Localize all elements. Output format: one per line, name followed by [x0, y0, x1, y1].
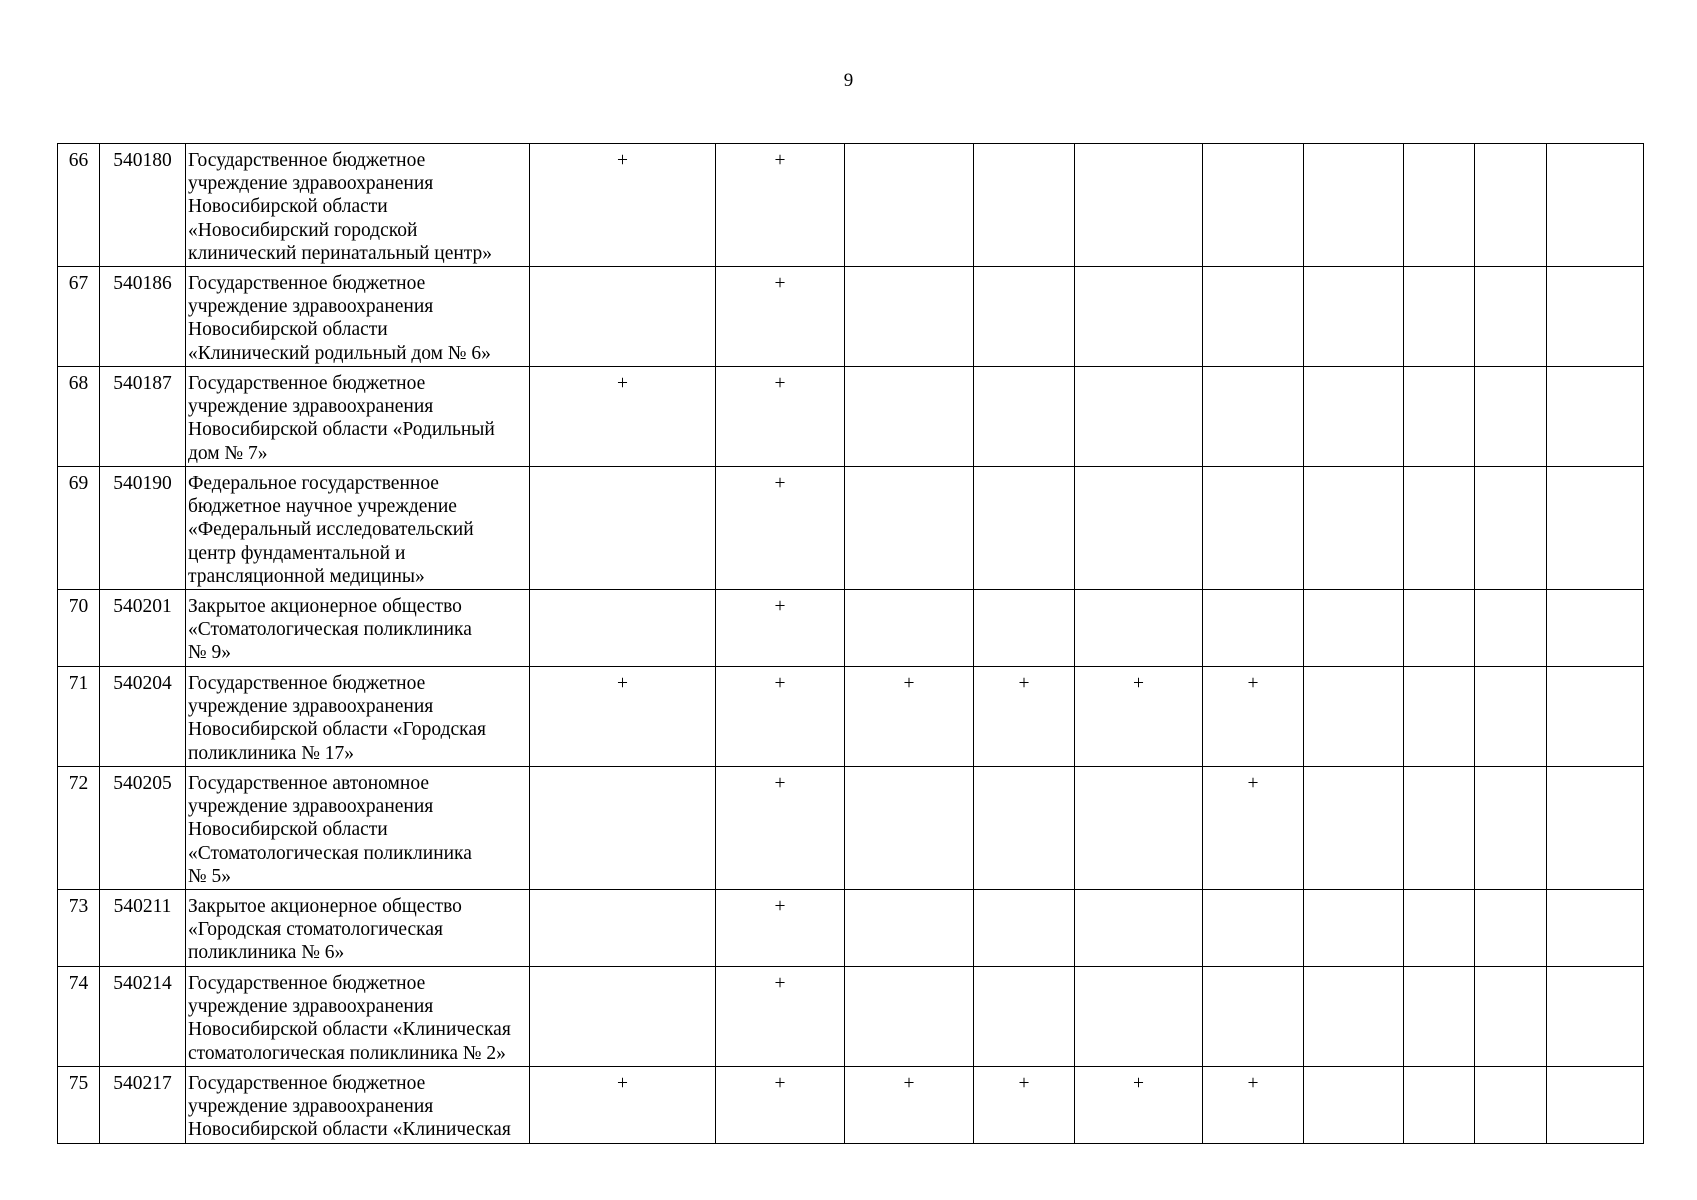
organizations-table [57, 143, 1644, 1144]
mark-cell [1404, 267, 1475, 367]
organization-name-line: «Стоматологическая поликлиника [188, 842, 472, 864]
organization-name-line: Закрытое акционерное общество [188, 596, 462, 617]
registry-code-cell: 540180 [100, 144, 186, 267]
mark-cell [530, 890, 716, 967]
organization-name-line: «Городская стоматологическая [188, 919, 443, 941]
mark-cell [1075, 767, 1203, 890]
mark-cell: + [716, 267, 845, 367]
mark-cell [1475, 467, 1547, 590]
mark-cell: + [716, 967, 845, 1067]
organization-name-line: трансляционной медицины» [188, 565, 425, 587]
mark-cell [1304, 467, 1404, 590]
row-number-cell: 73 [58, 890, 100, 967]
mark-cell [1304, 144, 1404, 267]
table-body [58, 144, 1644, 1144]
mark-cell [1203, 367, 1304, 467]
mark-cell [1075, 967, 1203, 1067]
mark-cell [1475, 667, 1547, 767]
organization-name-cell [186, 1067, 530, 1144]
mark-cell [845, 144, 974, 267]
organization-name-line: Новосибирской области [188, 819, 388, 841]
mark-cell [530, 267, 716, 367]
organization-name-line: учреждение здравоохранения [188, 796, 434, 818]
organization-name-line: учреждение здравоохранения [188, 1096, 434, 1118]
row-number-cell: 74 [58, 967, 100, 1067]
mark-cell [1547, 467, 1644, 590]
mark-cell: + [1203, 1067, 1304, 1144]
mark-cell [530, 767, 716, 890]
mark-cell [1304, 267, 1404, 367]
mark-cell [1075, 367, 1203, 467]
mark-cell [1404, 667, 1475, 767]
mark-cell [845, 267, 974, 367]
mark-cell [1547, 267, 1644, 367]
mark-cell [845, 767, 974, 890]
mark-cell [1547, 967, 1644, 1067]
organization-name-line: учреждение здравоохранения [188, 296, 434, 318]
organization-name-line: Государственное бюджетное [188, 273, 426, 294]
mark-cell: + [530, 367, 716, 467]
mark-cell [1547, 890, 1644, 967]
mark-cell: + [716, 467, 845, 590]
mark-cell [1404, 590, 1475, 667]
mark-cell [1404, 367, 1475, 467]
mark-cell [1404, 1067, 1475, 1144]
mark-cell [1304, 967, 1404, 1067]
mark-cell [1304, 1067, 1404, 1144]
registry-code-cell: 540217 [100, 1067, 186, 1144]
mark-cell [1475, 890, 1547, 967]
row-number-cell: 67 [58, 267, 100, 367]
mark-cell [1547, 590, 1644, 667]
mark-cell [974, 467, 1075, 590]
mark-cell [845, 967, 974, 1067]
mark-cell [1075, 590, 1203, 667]
mark-cell [1547, 144, 1644, 267]
table-row [58, 144, 1644, 267]
organization-name-line: Государственное бюджетное [188, 973, 426, 994]
registry-code-cell: 540187 [100, 367, 186, 467]
mark-cell [845, 590, 974, 667]
row-number-cell: 75 [58, 1067, 100, 1144]
mark-cell [1203, 890, 1304, 967]
mark-cell [1547, 367, 1644, 467]
organization-name-cell [186, 890, 530, 967]
mark-cell [1075, 144, 1203, 267]
mark-cell [1404, 890, 1475, 967]
row-number-cell: 68 [58, 367, 100, 467]
organization-name-line: Новосибирской области «Клиническая [188, 1119, 511, 1141]
mark-cell [845, 467, 974, 590]
mark-cell: + [716, 767, 845, 890]
organization-name-line: Государственное бюджетное [188, 150, 426, 171]
mark-cell [1304, 667, 1404, 767]
mark-cell: + [716, 667, 845, 767]
organization-name-line: учреждение здравоохранения [188, 696, 434, 718]
mark-cell [1203, 467, 1304, 590]
mark-cell [974, 767, 1075, 890]
mark-cell: + [974, 1067, 1075, 1144]
mark-cell [845, 367, 974, 467]
mark-cell [1475, 1067, 1547, 1144]
organization-name-line: Государственное бюджетное [188, 1073, 426, 1094]
mark-cell [974, 967, 1075, 1067]
mark-cell [1404, 467, 1475, 590]
registry-code-cell: 540190 [100, 467, 186, 590]
row-number-cell: 66 [58, 144, 100, 267]
organization-name-line: дом № 7» [188, 442, 268, 464]
mark-cell [530, 467, 716, 590]
mark-cell [1404, 144, 1475, 267]
organization-name-line: Новосибирской области «Клиническая [188, 1019, 511, 1041]
mark-cell: + [716, 367, 845, 467]
table-row [58, 590, 1644, 667]
mark-cell [1404, 967, 1475, 1067]
organization-name-line: Государственное бюджетное [188, 373, 426, 394]
organization-name-cell [186, 267, 530, 367]
table-row [58, 367, 1644, 467]
registry-code-cell: 540211 [100, 890, 186, 967]
mark-cell [1547, 767, 1644, 890]
mark-cell [974, 367, 1075, 467]
registry-code-cell: 540204 [100, 667, 186, 767]
organization-name-line: стоматологическая поликлиника № 2» [188, 1042, 506, 1064]
mark-cell [974, 590, 1075, 667]
mark-cell [1404, 767, 1475, 890]
mark-cell: + [1075, 667, 1203, 767]
mark-cell [530, 590, 716, 667]
mark-cell [974, 890, 1075, 967]
organization-name-line: Новосибирской области [188, 319, 388, 341]
registry-code-cell: 540205 [100, 767, 186, 890]
mark-cell [530, 967, 716, 1067]
organization-name-line: поликлиника № 6» [188, 942, 345, 964]
organization-name-cell [186, 367, 530, 467]
mark-cell: + [1075, 1067, 1203, 1144]
row-number-cell: 72 [58, 767, 100, 890]
mark-cell: + [716, 590, 845, 667]
mark-cell [1203, 144, 1304, 267]
organization-name-line: бюджетное научное учреждение [188, 496, 457, 518]
organization-name-line: «Стоматологическая поликлиника [188, 619, 472, 641]
mark-cell [1475, 767, 1547, 890]
table-row [58, 890, 1644, 967]
mark-cell [1203, 267, 1304, 367]
mark-cell [974, 267, 1075, 367]
organization-name-line: клинический перинатальный центр» [188, 242, 493, 264]
organization-name-line: Новосибирской области [188, 196, 388, 218]
organization-name-line: «Клинический родильный дом № 6» [188, 342, 491, 364]
mark-cell: + [530, 667, 716, 767]
organization-name-cell [186, 144, 530, 267]
organization-name-line: № 9» [188, 642, 231, 664]
table-row [58, 767, 1644, 890]
organization-name-line: учреждение здравоохранения [188, 396, 434, 418]
organization-name-cell [186, 767, 530, 890]
organization-name-line: Новосибирской области «Городская [188, 719, 486, 741]
mark-cell: + [1203, 667, 1304, 767]
table-row [58, 1067, 1644, 1144]
mark-cell: + [716, 1067, 845, 1144]
mark-cell [1075, 467, 1203, 590]
mark-cell: + [1203, 767, 1304, 890]
organization-name-line: № 5» [188, 865, 231, 887]
mark-cell: + [530, 1067, 716, 1144]
mark-cell: + [716, 144, 845, 267]
mark-cell [1304, 367, 1404, 467]
mark-cell [1475, 590, 1547, 667]
mark-cell [974, 144, 1075, 267]
organization-name-cell [186, 467, 530, 590]
table-row [58, 267, 1644, 367]
page-number: 9 [843, 70, 854, 91]
mark-cell [1075, 890, 1203, 967]
organization-name-line: Закрытое акционерное общество [188, 896, 462, 917]
mark-cell [1304, 767, 1404, 890]
mark-cell: + [845, 667, 974, 767]
row-number-cell: 69 [58, 467, 100, 590]
organization-name-line: Федеральное государственное [188, 473, 439, 494]
mark-cell [1304, 590, 1404, 667]
row-number-cell: 71 [58, 667, 100, 767]
mark-cell: + [974, 667, 1075, 767]
mark-cell: + [530, 144, 716, 267]
organization-name-line: учреждение здравоохранения [188, 996, 434, 1018]
registry-code-cell: 540201 [100, 590, 186, 667]
mark-cell [1475, 367, 1547, 467]
organization-name-line: Новосибирской области «Родильный [188, 419, 495, 441]
organization-name-cell [186, 967, 530, 1067]
mark-cell [1304, 890, 1404, 967]
organization-name-line: поликлиника № 17» [188, 742, 355, 764]
mark-cell: + [716, 890, 845, 967]
registry-code-cell: 540186 [100, 267, 186, 367]
mark-cell [1475, 967, 1547, 1067]
mark-cell [1203, 590, 1304, 667]
table-row [58, 467, 1644, 590]
organization-name-line: учреждение здравоохранения [188, 173, 434, 195]
mark-cell [845, 890, 974, 967]
mark-cell [1203, 967, 1304, 1067]
organization-name-cell [186, 667, 530, 767]
organization-name-line: «Федеральный исследовательский [188, 519, 474, 541]
mark-cell [1475, 144, 1547, 267]
organization-name-line: центр фундаментальной и [188, 542, 406, 564]
table-row [58, 667, 1644, 767]
table-row [58, 967, 1644, 1067]
organization-name-line: Государственное бюджетное [188, 673, 426, 694]
mark-cell [1547, 667, 1644, 767]
mark-cell: + [845, 1067, 974, 1144]
mark-cell [1475, 267, 1547, 367]
organization-name-cell [186, 590, 530, 667]
mark-cell [1547, 1067, 1644, 1144]
registry-code-cell: 540214 [100, 967, 186, 1067]
organization-name-line: Государственное автономное [188, 773, 429, 794]
organization-name-line: «Новосибирский городской [188, 219, 418, 241]
row-number-cell: 70 [58, 590, 100, 667]
mark-cell [1075, 267, 1203, 367]
